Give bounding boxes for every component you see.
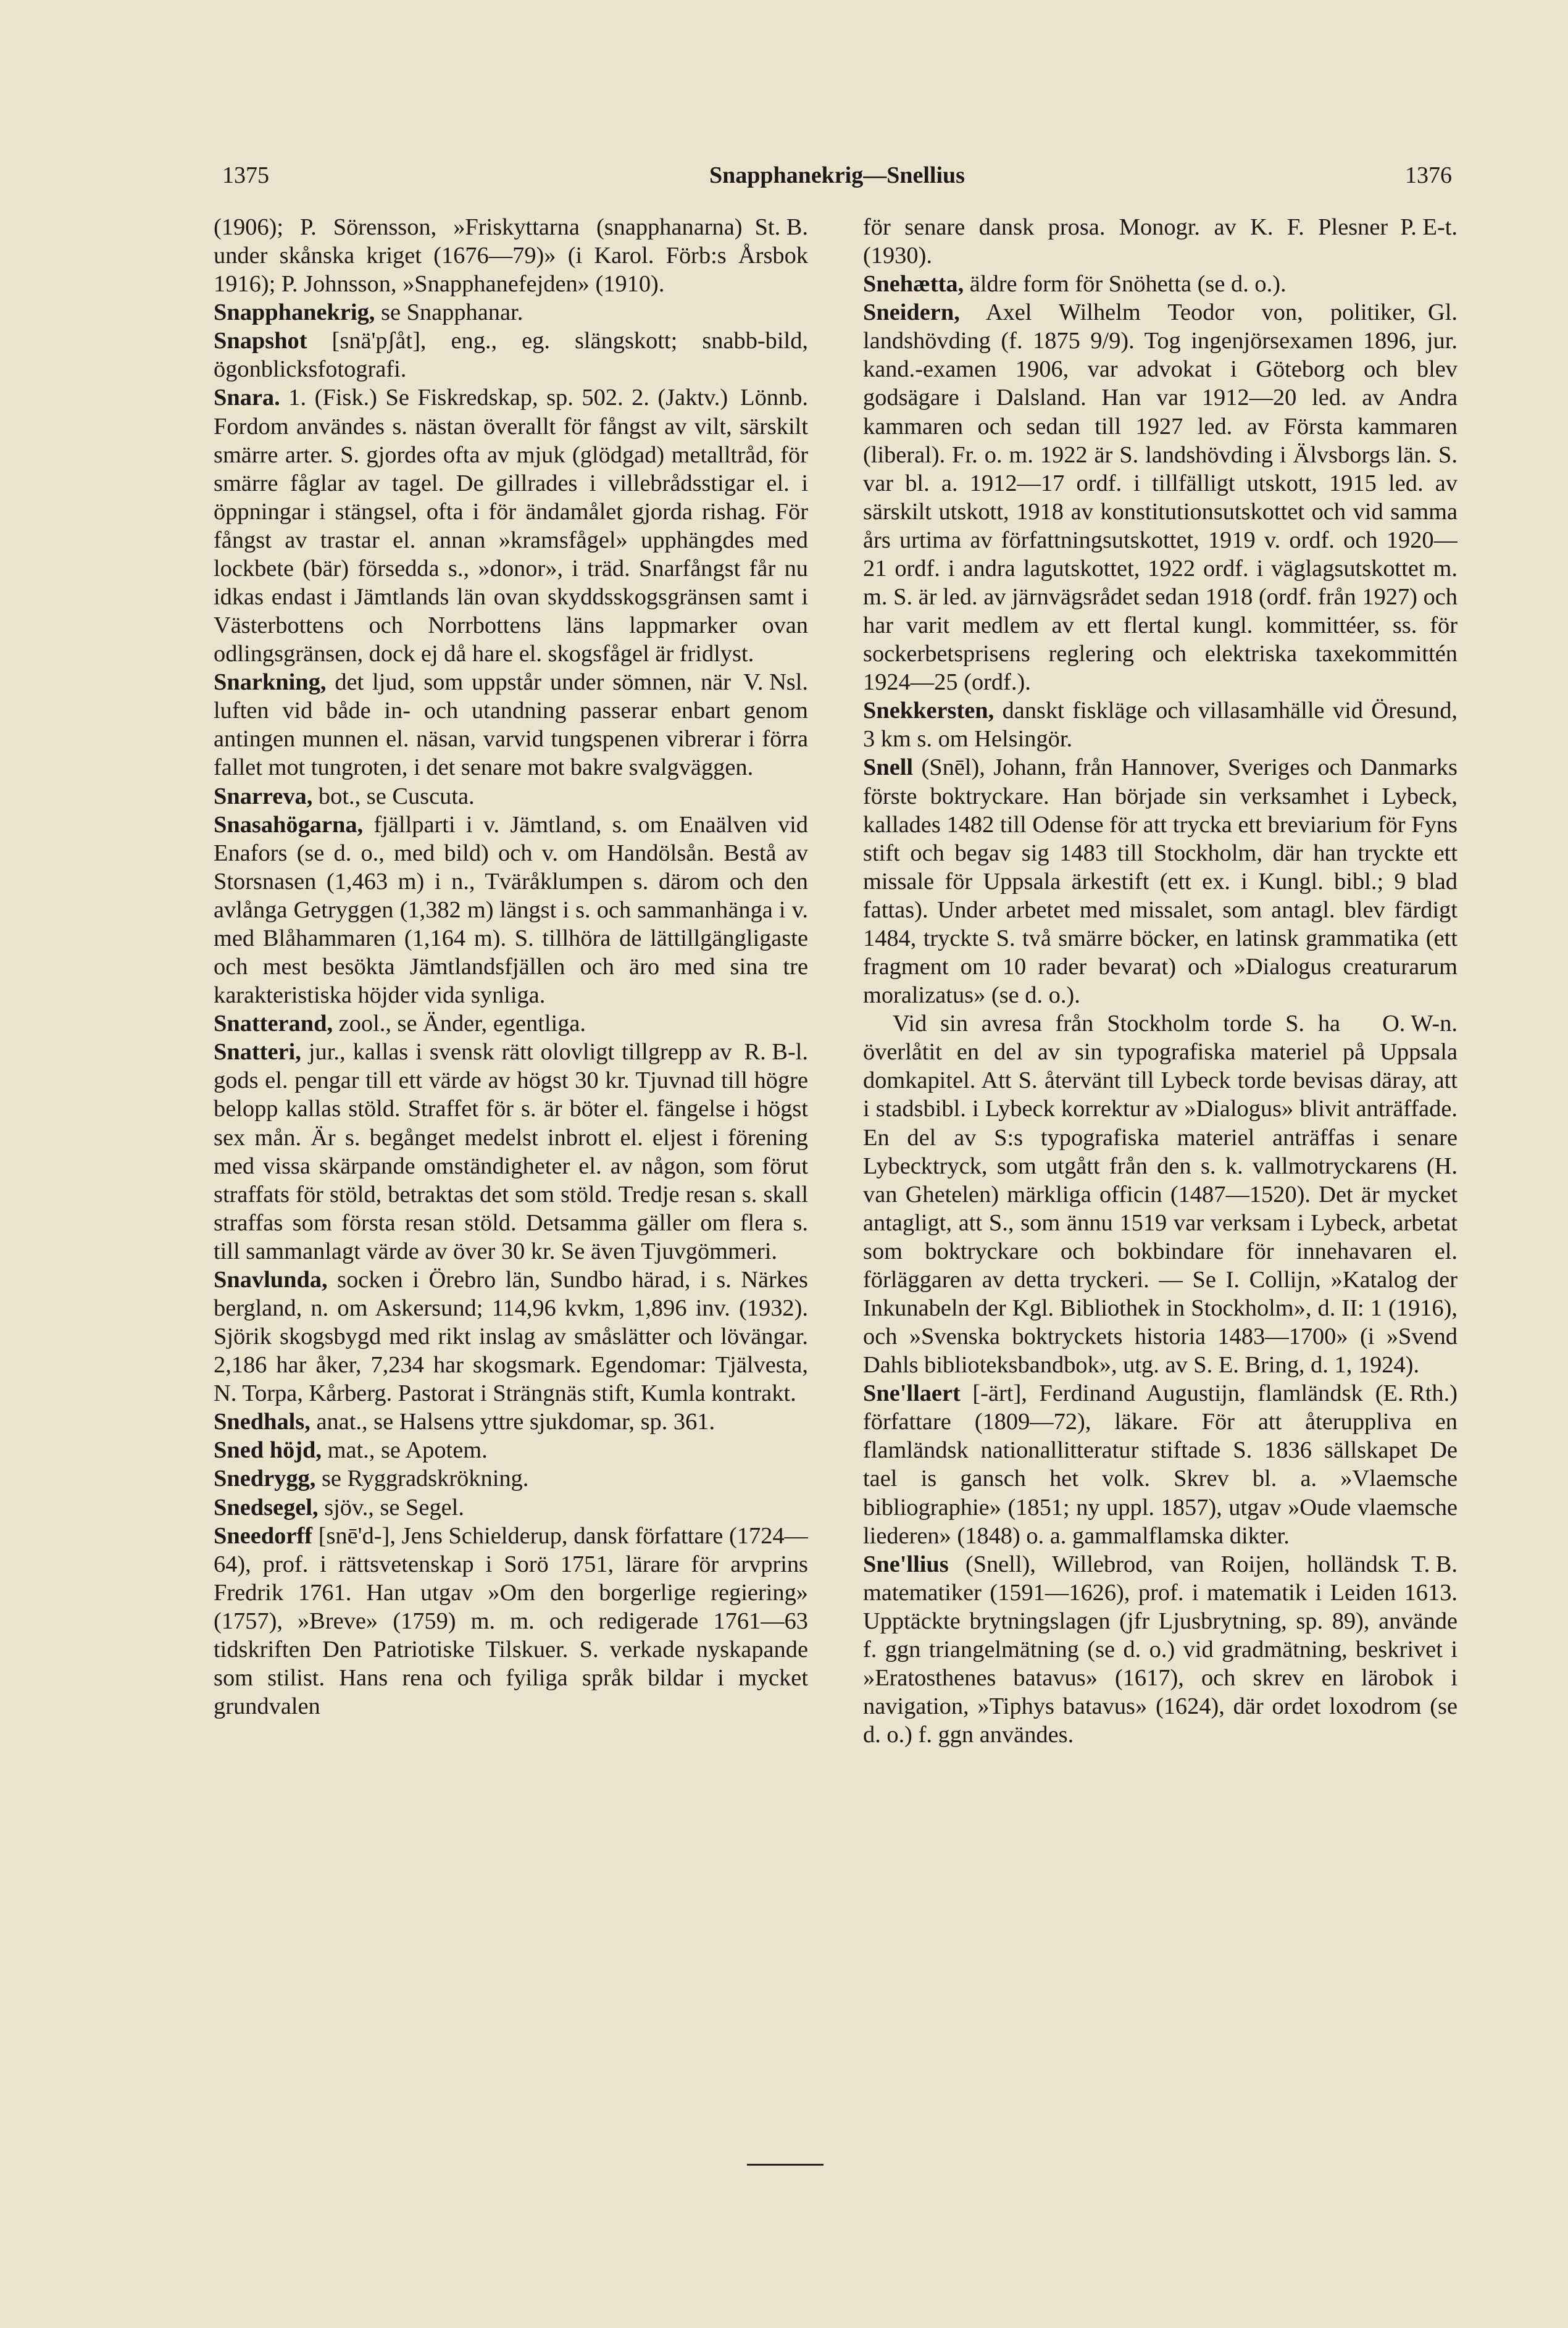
article-entry (214, 811, 808, 1010)
headword: Snavlunda, (214, 1266, 328, 1293)
article-text: bot., se Cuscuta. (318, 783, 475, 809)
author-signature: (E. Rth.) (1375, 1380, 1457, 1407)
article-entry (214, 1009, 808, 1038)
article-text: (Snēl), Johann, från Hannover, Sveriges och Danmarks förste boktryckare. Han började sin verksamhet i Lybeck, kallades 1482 till Odense för att trycka ett breviarium för Fyns stift och begav sig 1483 till Stockholm, där han tryckte ett missale för Uppsala ärkestift (ett ex. i Kungl. bibl.; 9 blad fattas). Under arbetet med missalet, som antagl. blev färdigt 1484, tryckte S. två smärre böcker, en latinsk grammatika (ett fragment om 10 rader bevarat) och »Dialogus creaturarum moralizatus» (se d. o.). (863, 754, 1457, 1009)
headword: Sne'llaert (863, 1380, 961, 1407)
bottom-rule (747, 2164, 824, 2166)
article-text: Vid sin avresa från Stockholm torde S. ha överlåtit en del av sin typografiska materiel på Uppsala domkapitel. Att S. återvänt till Lybeck torde bevisas däray, att i stadsbibl. i Lybeck korrektur av »Dialogus» blivit anträffade. En del av S:s typografiska materiel anträffas i senare Lybecktryck, som utgått från den s. k. vallmotryckarens (H. van Ghetelen) märkliga officin (1487—1520). Det är mycket antagligt, att S., som ännu 1519 var verksam i Lybeck, arbetat som boktryckare och bokbindare för innehavaren el. förläggaren av detta tryckeri. — Se I. Collijn, »Katalog der Inkunabeln der Kgl. Bibliothek in Stockholm», d. II: 1 (1916), och »Svenska boktryckets historia 1483—1700» (i »Svend Dahls biblioteksbandbok», utg. av S. E. Bring, d. 1, 1924). (863, 1011, 1457, 1379)
headword: Snatteri, (214, 1039, 301, 1066)
author-signature: T. B. (1411, 1551, 1457, 1577)
running-title: Snapphanekrig—Snellius (709, 162, 965, 188)
article-text: [snä'pʃåt], eng., eg. slängskott; snabb-bild, ögonblicksfotografi. (214, 328, 808, 383)
left-column (214, 213, 808, 2127)
article-entry (863, 213, 1457, 270)
article-text: [-ärt], Ferdinand Augustijn, flamländsk författare (1809—72), läkare. För att återuppliva en flamländsk nationallitteratur stiftade S. 1836 sällskapet De tael is gansch het volk. Skrev bl. a. »Vlaemsche bibliographie» (1851; ny uppl. 1857), utgav »Oude vlaemsche liederen» (1848) o. a. gammalflamska dikter. (863, 1380, 1457, 1549)
article-text: [snē'd-], Jens Schielderup, dansk författare (1724—64), prof. i rättsvetenskap i Sorö 1751, lärare för arvprins Fredrik 1761. Han utgav »Om den borgerlige regiering» (1757), »Breve» (1759) m. m. och redigerade 1761—63 tidskriften Den Patriotiske Tilskuer. S. verkade nyskapande som stilist. Hans rena och fyiliga språk bildar i mycket grundvalen (214, 1522, 808, 1720)
article-entry (863, 753, 1457, 1009)
article-text: för senare dansk prosa. Monogr. av K. F. Plesner (1930). (863, 214, 1388, 269)
page-number-right: 1376 (1405, 162, 1452, 188)
author-signature: V. Nsl. (743, 669, 808, 696)
author-signature: O. W-n. (1382, 1011, 1457, 1037)
article-text: (1906); P. Sörensson, »Friskyttarna (snapphanarna) under skånska kriget (1676—79)» (i Karol. Förb:s Årsbok 1916); P. Johnsson, »Snapphanefejden» (1910). (214, 214, 808, 298)
article-text: äldre form för Snöhetta (se d. o.). (969, 271, 1287, 298)
article-text: 1. (Fisk.) Se Fiskredskap, sp. 502. 2. (Jaktv.) Fordom användes s. nästan överallt för fångst av vilt, särskilt smärre arter. S. gjordes ofta av mjuk (glödgad) metalltråd, för smärre fåglar av tagel. De gillrades i villebrådsstigar el. i öppningar i stängsel, ofta i för ändamålet gjorda rishag. För fångst av trastar el. annan »kramsfågel» upphängdes med lockbete (bär) försedda s., »donor», i träd. Snarfångst får nu idkas endast i Jämtlands län ovan skyddsskogsgränsen samt i Västerbottens och Norrbottens läns lappmarker ovan odlingsgränsen, dock ej då hare el. skogsfågel är fridlyst. (214, 385, 808, 667)
article-text: mat., se Apotem. (327, 1437, 488, 1464)
article-entry (214, 383, 808, 668)
headword: Snapshot (214, 328, 307, 354)
article-entry (863, 1379, 1457, 1550)
article-text: zool., se Änder, egentliga. (338, 1011, 586, 1037)
article-entry (214, 1038, 808, 1266)
headword: Snell (863, 754, 914, 781)
headword: Snatterand, (214, 1011, 333, 1037)
headword: Snedrygg, (214, 1466, 316, 1492)
article-entry (214, 668, 808, 782)
article-text: jur., kallas i svensk rätt olovligt tillgrepp av gods el. pengar till ett värde av högst 30 kr. Tjuvnad till högre belopp kallas stöld. Straffet för s. är böter el. fängelse i högst sex mån. Är s. begånget medelst inbrott el. eljest i förening med vissa skärpande omständigheter el. av någon, som förut straffats för stöld, betraktas det som stöld. Tredje resan s. skall straffas som första resan stöld. Detsamma gäller om flera s. till sammanlagt värde av över 30 kr. Se även Tjuvgömmeri. (214, 1039, 808, 1264)
headword: Snekkersten, (863, 698, 995, 724)
author-signature: Lönnb. (740, 385, 808, 411)
article-entry (863, 696, 1457, 753)
article-entry (863, 1550, 1457, 1750)
page-header (222, 162, 1452, 193)
article-entry (214, 1408, 808, 1436)
author-signature: Gl. (1428, 299, 1457, 326)
article-text: danskt fiskläge och villasamhälle vid Öresund, 3 km s. om Helsingör. (863, 698, 1457, 753)
headword: Snedsegel, (214, 1494, 319, 1521)
article-entry (863, 1009, 1457, 1379)
article-text: se Ryggradskrökning. (321, 1466, 529, 1492)
article-entry (863, 270, 1457, 298)
author-signature: St. B. (754, 214, 808, 240)
article-text: anat., se Halsens yttre sjukdomar, sp. 361. (316, 1409, 715, 1435)
article-entry (214, 1266, 808, 1408)
headword: Sneidern, (863, 299, 960, 326)
author-signature: R. B-l. (744, 1039, 808, 1066)
headword: Snedhals, (214, 1409, 311, 1435)
article-entry (863, 298, 1457, 696)
headword: Snarkning, (214, 669, 327, 696)
article-text: sjöv., se Segel. (324, 1494, 464, 1521)
headword: Snapphanekrig, (214, 299, 375, 326)
article-entry (214, 1493, 808, 1522)
headword: Sned höjd, (214, 1437, 322, 1464)
headword: Snara. (214, 385, 280, 411)
article-entry (214, 327, 808, 383)
right-column (863, 213, 1457, 2127)
headword: Sneedorff (214, 1522, 312, 1549)
headword: Sne'llius (863, 1551, 949, 1577)
article-text: socken i Örebro län, Sundbo härad, i s. Närkes bergland, n. om Askersund; 114,96 kvkm, 1,896 inv. (1932). Sjörik skogsbygd med rikt inslag av småslätter och lövängar. 2,186 har åker, 7,234 har skogsmark. Egendomar: Tjälvesta, N. Torpa, Kårberg. Pastorat i Strängnäs stift, Kumla kontrakt. (214, 1266, 808, 1407)
article-text: (Snell), Willebrod, van Roijen, holländsk matematiker (1591—1626), prof. i matematik i Leiden 1613. Upptäckte brytningslagen (jfr Ljusbrytning, sp. 89), använde f. ggn triangelmätning (se d. o.) vid gradmätning, beskrivet i »Eratosthenes batavus» (1617), och skrev en lärobok i navigation, »Tiphys batavus» (1624), där ordet loxodrom (se d. o.) f. ggn användes. (863, 1551, 1457, 1748)
headword: Snarreva, (214, 783, 313, 809)
page-number-left: 1375 (222, 162, 269, 188)
author-signature: P. E-t. (1400, 214, 1457, 240)
article-entry (214, 782, 808, 811)
headword: Snehætta, (863, 271, 964, 298)
article-text: se Snapphanar. (381, 299, 523, 326)
article-text: fjällparti i v. Jämtland, s. om Enaälven vid Enafors (se d. o., med bild) och v. om Handölsån. Bestå av Storsnasen (1,463 m) i n., Tväråklumpen s. därom och den avlånga Getryggen (1,382 m) längst i s. och sammanhänga i v. med Blåhammaren (1,164 m). S. tillhöra de lättillgängligaste och mest besökta Jämtlandsfjällen och äro med sina tre karakteristiska höjder vida synliga. (214, 811, 808, 1009)
article-text: det ljud, som uppstår under sömnen, när luften vid både in- och utandning passerar enbart genom antingen munnen el. näsan, varvid tungspenen vibrerar i förra fallet mot tungroten, i det senare mot bakre svalgväggen. (214, 669, 808, 781)
article-text: Axel Wilhelm Teodor von, politiker, landshövding (f. 1875 9/9). Tog ingenjörsexamen 1896, jur. kand.-examen 1906, var advokat i Göteborg och blev godsägare i Dalsland. Han var 1912—20 led. av Andra kammaren och sedan till 1927 led. av Första kammaren (liberal). Fr. o. m. 1922 är S. landshövding i Älvsborgs län. S. var bl. a. 1912—17 ordf. i tillfälligt utskott, 1915 led. av särskilt utskott, 1918 av konstitutionsutskottet och vid samma års urtima av författningsutskottet, 1919 v. ordf. och 1920—21 ordf. i andra lagutskottet, 1922 ordf. i väglagsutskottet m. m. S. är led. av järnvägsrådet sedan 1918 (ordf. från 1927) och har varit medlem av ett flertal kungl. kommittéer, ss. för sockerbetsprisens reglering och elektriska taxekommittén 1924—25 (ordf.). (863, 299, 1457, 696)
article-entry (214, 1522, 808, 1721)
article-entry (214, 213, 808, 298)
article-entry (214, 1436, 808, 1464)
article-entry (214, 1464, 808, 1493)
article-entry (214, 298, 808, 327)
headword: Snasahögarna, (214, 811, 364, 838)
